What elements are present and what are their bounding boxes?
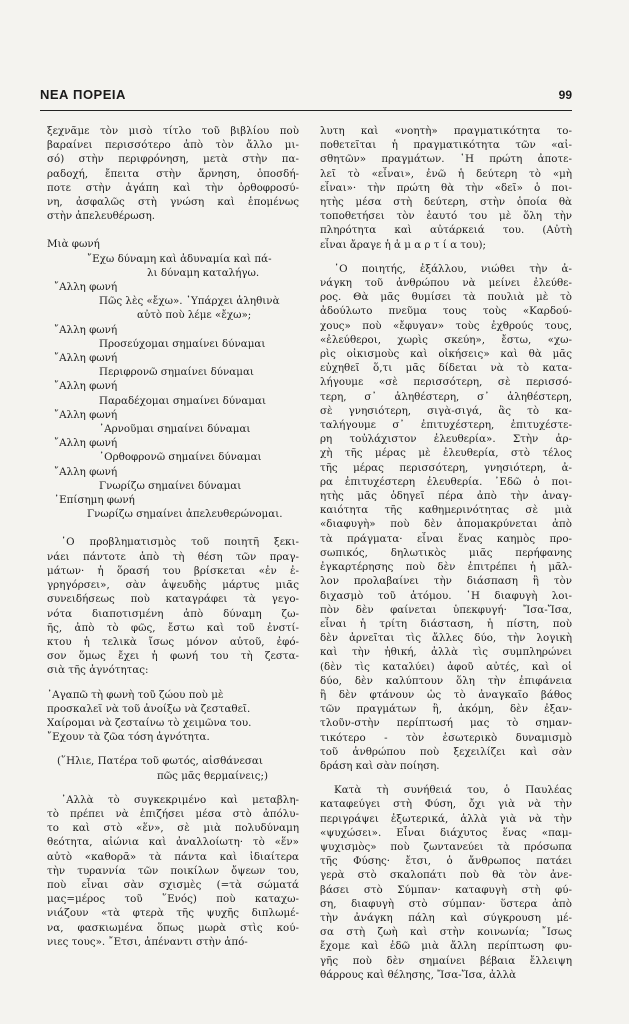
text-line: ητὴς μᾶς ὁδηγεῖ πέρα ἀπὸ τὴν ἀναγ- (320, 490, 572, 503)
text-line: τερη, σ᾿ ἀληθέστερη, σ᾿ ἀληθέστερη, (320, 390, 572, 403)
text-line: σον ὅμως ἔχει ἡ φωνή του τὴ ζεστα- (47, 650, 299, 663)
text-line: δράση καὶ σὰν ποίηση. (320, 759, 440, 772)
poem-line: ῎Αλλη φωνή (54, 465, 118, 478)
poem-line: Μιὰ φωνή (47, 238, 100, 251)
text-line: τῆς Φύσης· ἔτσι, ὁ ἄνθρωπος πατάει (320, 855, 572, 868)
text-line: κτου ἡ τελικὰ ἴσως μόνον αὐτοῦ, ἐφό- (47, 635, 299, 648)
text-line: ψυχισμὸς» ποὺ ζωντανεύει τὰ πρόσωπα (320, 840, 572, 853)
text-line: ση, διαφυγὴ στὸ σύμπαν· ὕστερα ἀπὸ (320, 897, 572, 910)
text-line: ταλήγουμε σ᾿ ἐπιτυχέστερη, ἐπιτυχέστε- (320, 419, 572, 432)
poem-line: αὐτὸ ποὺ λέμε «ἔχω»; (137, 309, 252, 322)
text-line: χὴ τῆς μέρας μὲ ἐλευθερία, στὸ τέλος (320, 447, 572, 460)
text-line: σό) στὴν περιφρόνηση, μετὰ στὴν πα- (47, 153, 299, 166)
text-line: τῶν πραγμάτων ἢ, ἀκόμη, δὲν ἐξαν- (320, 703, 572, 716)
text-line: νιες τους». ῎Ετσι, ἀπέναντι στὴν ἀπό- (47, 935, 248, 948)
header-rule (40, 110, 572, 111)
text-line: ητὴς μέσα στὴ δεύτερη, στὴν ὁποία θὰ (320, 196, 572, 209)
running-header (40, 87, 572, 102)
text-line: ξεχνᾶμε τὸν μισὸ τίτλο τοῦ βιβλίου ποὺ (47, 125, 299, 137)
text-line: «διαφυγὴ» ποὺ δὲν ἀπομακρύνεται ἀπὸ (320, 518, 572, 531)
poem-line: ῎Αλλη φωνή (54, 408, 118, 421)
text-line: βαραίνει περισσότερο ἀπὸ τὸν ἄλλο μι- (47, 139, 299, 152)
text-line: νάει πάντοτε ἀπὸ τὴ θέση τῶν πραγ- (47, 550, 299, 563)
text-line: πὸν δὲν φαίνεται ὑπεκφυγή· Ἴσα-Ἴσα, (320, 603, 572, 616)
text-line: Κατὰ τὴ συνήθειά του, ὁ Παυλέας (334, 784, 572, 797)
text-line: μάτων· ἡ ὅρασή του βρίσκεται «ἐν ἐ- (47, 564, 299, 577)
text-line: σὲ γνησιότερη, σιγὰ-σιγά, ἂς τὸ κα- (320, 404, 572, 417)
text-line: τοποθετήσει τὸν ἑαυτό του μὲ ὅλη τὴν (320, 210, 572, 223)
para-specific (47, 793, 299, 949)
text-line: γερὰ στὸ σκαλοπάτι ποὺ θὰ τὸν ἀνε- (320, 869, 572, 882)
text-line: βάσει στὸ Σύμπαν· καταφυγὴ στὴ φύ- (320, 883, 572, 896)
verse-line: (῞Ηλιε, Πατέρα τοῦ φωτός, αἰσθάνεσαι (57, 755, 263, 768)
text-line: ποὺ εἶναι σὰν σχισμὲς (=τὰ σώματά (47, 878, 299, 891)
verse-line: ᾿Αγαπῶ τὴ φωνὴ τοῦ ζώου ποὺ μὲ (47, 688, 224, 701)
para-intro (47, 124, 299, 223)
verse-quote-2 (47, 754, 299, 782)
text-line: τὴν τυραννία τῶν ποικίλων ὄψεων του, (47, 864, 299, 877)
text-line: τλοῦν-στὴν περίπτωσή μας τὸ σημαν- (320, 717, 572, 730)
text-line: καὶ τὴν ἠθική, ἀλλὰ τὶς συμπληρώνει (320, 646, 572, 659)
text-line: τὴν ἀνάγκη πάλη καὶ σύγκρουση μέ- (320, 911, 572, 924)
poem-line: Προσεύχομαι σημαίνει δύναμαι (99, 337, 266, 350)
text-line: εὐχηθεῖ ὅ,τι μᾶς δίδεται νὰ τὸ κατα- (320, 362, 572, 375)
text-line: (δὲν τὶς καταλύει) ἀφοῦ αὐτές, καὶ οἱ (320, 660, 572, 673)
text-line: ἢ δὲν φτάνουν ὡς τὸ ἀναγκαῖο βάθος (320, 688, 572, 701)
poem-line: Παραδέχομαι σημαίνει δύναμαι (99, 394, 267, 407)
text-line: νότα διαποτισμένη ἀπὸ δύναμη ζω- (47, 607, 299, 620)
text-line: «ἐλεύθεροι, χωρὶς σκεύη», ἔστω, «χω- (320, 333, 572, 346)
text-line: ῾Ο προβληματισμὸς τοῦ ποιητῆ ξεκι- (61, 536, 299, 549)
page-number: 99 (558, 88, 572, 102)
text-line: νη, ἀσφαλῶς στὴ γνώση καὶ ἑπομένως (47, 196, 299, 209)
text-line: ῆς, ἀπὸ τὸ φῶς, ἔστω καὶ τοῦ ἐνστί- (47, 621, 299, 634)
poem-line: ῎Αλλη φωνή (54, 323, 118, 336)
verse-quote-1 (47, 688, 299, 745)
text-line: σωπικός, δηλωτικὸς μιᾶς περήφανης (320, 546, 572, 559)
right-column (320, 124, 572, 982)
text-line: στὴν ἀπελευθέρωση. (47, 210, 156, 223)
text-line: λεῖ τὸ «εἶναι», ἐνῶ ἡ δεύτερη τὸ «μὴ (320, 167, 572, 180)
poem-line: ῎Εχω δύναμη καὶ ἀδυναμία καὶ πά- (87, 252, 272, 265)
text-line: συνειδήσεως ποὺ καταγράφει τὰ γεγο- (47, 593, 299, 606)
text-line: λυτη καὶ «νοητὴ» πραγματικότητα το- (320, 125, 572, 137)
poem-line: λι δύναμη καταλήγω. (147, 266, 260, 279)
text-line: εἶναι»· τὴν πρώτη θὰ τὴν «δεῖ» ὁ ποι- (320, 181, 572, 194)
text-line: γῆς ποὺ δὲν σημαίνει βέβαια ἔλλειψη (320, 954, 572, 967)
text-line: ρα ἐπιτυχέστερη ἐλευθερία. ᾿Εδῶ ὁ ποι- (320, 475, 572, 488)
text-line: λον προλαβαίνει τὴν διάσπαση ἢ τὸν (320, 575, 572, 588)
text-line: ρος. Θὰ μᾶς θυμίσει τὰ πουλιὰ μὲ τὸ (320, 291, 572, 304)
text-line: ἔχομε καὶ ἐδῶ μιὰ ἄλλη περίπτωση φυ- (320, 940, 572, 953)
poem-line: ᾿Ορθοφρονῶ σημαίνει δύναμαι (99, 451, 262, 464)
poem-line: Γνωρίζω σημαίνει ἀπελευθερώνομαι. (87, 508, 283, 521)
text-line: θεότητα, αἰώνια καὶ ἀναλλοίωτη· τὸ «ἕν» (47, 836, 299, 849)
text-line: δύο, δὲν καλύπτουν ὅλη τὴν ἐπιφάνεια (320, 674, 572, 687)
text-line: περιγράψει ἐξωτερικά, ἀλλὰ γιὰ νὰ τὴν (320, 812, 572, 825)
poem-line: ῎Αλλη φωνή (54, 380, 118, 393)
text-line: σθητῶν» πραγμάτων. ῾Η πρώτη ἀποτε- (320, 153, 572, 166)
para-reality (320, 124, 572, 252)
verse-line: Χαίρομαι νὰ ζεσταίνω τὸ χειμῶνα του. (47, 716, 252, 729)
text-line: ραδοχή, ἔπειτα στὴν ἄρνηση, ὁποσδή- (47, 167, 299, 180)
text-line: να, φασκιωμένα ὅπως μωρὰ στὶς κού- (47, 921, 299, 934)
text-line: εἶναι ἄραγε ἡ ἁ μ α ρ τ ί α του); (320, 238, 486, 251)
text-line: καιότητα τῆς καθημερινότητας σὲ μιὰ (320, 504, 572, 517)
text-line: θάρρους καὶ θέλησης, Ἴσα-Ἴσα, ἀλλὰ (320, 968, 517, 981)
text-line: ποθετεῖται ἡ πραγματικότητα τῶν «αἰ- (320, 139, 572, 152)
text-line: καταφεύγει στὴ Φύση, ὄχι γιὰ νὰ τὴν (320, 798, 572, 811)
text-line: πληρότητα καὶ αὐτάρκειά του. (Αὐτὴ (320, 224, 572, 237)
text-line: τοῦ ἀνθρώπου ποὺ ξεχειλίζει καὶ σὰν (320, 745, 572, 758)
text-line: τικότερο - τὸν ἐσωτερικὸ δυναμισμὸ (320, 731, 572, 744)
para-poet (320, 262, 572, 773)
text-line: εἶναι ἡ τρίτη διάσταση, ἡ πίστη, ποὺ (320, 617, 572, 630)
text-line: ἐγκαρτέρησης ποὺ δὲν ἐπιτρέπει ἡ μᾶλ- (320, 561, 572, 574)
text-line: σιὰ τῆς ἀγνότητας: (47, 664, 149, 677)
text-line: «ψυχώσει». Εἶναι διάχυτος ἕνας «παμ- (320, 826, 572, 839)
text-line: ρη τοὐλάχιστον ἐλευθερία». Στὴν ἀρ- (320, 433, 572, 446)
poem-line: ᾿Αρνοῦμαι σημαίνει δύναμαι (99, 423, 251, 436)
text-line: γρηγόρσει», σὰν ἀψευδὴς μάρτυς μιᾶς (47, 579, 299, 592)
poem-line: ῎Αλλη φωνή (54, 352, 118, 365)
verse-line: προσκαλεῖ νὰ τοῦ ἀνοίξω νὰ ζεσταθεῖ. (47, 702, 251, 715)
poem-line: ᾿Επίσημη φωνή (54, 494, 135, 507)
poem-line: Γνωρίζω σημαίνει δύναμαι (99, 479, 242, 492)
poem-voices (47, 237, 299, 521)
text-line: νάγκη τοῦ ἀνθρώπου νὰ μείνει ἐλεύθε- (320, 277, 572, 290)
running-title: ΝΕΑ ΠΟΡΕΙΑ (40, 87, 126, 102)
text-line: ᾿Αλλὰ τὸ συγκεκριμένο καὶ μεταβλη- (61, 793, 299, 806)
text-line: δὲν ἀρνεῖται τὶς ἄλλες δύο, τὴν λογικὴ (320, 632, 572, 645)
text-line: ἀδούλωτο πνεῦμα τους τοὺς «Καρδού- (320, 305, 572, 318)
text-line: ποτε στὴν ἀγάπη καὶ τὴν ὀρθοφροσύ- (47, 181, 299, 194)
poem-line: Περιφρονῶ σημαίνει δύναμαι (99, 366, 254, 379)
text-line: χους» ποὺ «ἔφυγαν» τοὺς ἐχθρούς τους, (320, 319, 572, 332)
text-line: τῆς μέρας περισσότερη, γνησιότερη, ἀ- (320, 461, 572, 474)
left-column (47, 124, 299, 949)
para-paulea (320, 783, 572, 982)
text-line: νιάζουν «τὰ φτερὰ τῆς ψυχῆς διπλωμέ- (47, 907, 299, 920)
text-line: το καὶ στὸ «ἕν», σὲ μιὰ πολυδύναμη (47, 822, 299, 835)
text-line: τὸ πρέπει νὰ ἐπιζήσει μέσα στὸ ἀπόλυ- (47, 807, 299, 820)
text-line: ρὶς οἰκισμοὺς καὶ οἰκήσεις» καὶ θὰ μᾶς (320, 348, 572, 361)
poem-line: ῎Αλλη φωνή (54, 281, 118, 294)
poem-line: ῎Αλλη φωνή (54, 437, 118, 450)
text-line: αὐτὸ «καθορᾶ» τὰ πάντα καὶ ἰδιαίτερα (47, 850, 299, 863)
text-line: μας=μέρος τοῦ ῞Ενός) ποὺ καταχω- (47, 893, 299, 906)
text-line: ῾Ο ποιητής, ἐξάλλου, νιώθει τὴν ἀ- (334, 262, 572, 275)
text-line: λήγουμε «σὲ περισσότερη, σὲ περισσό- (320, 376, 572, 389)
text-line: τὰ πράγματα· εἶναι ἕνας καημὸς προ- (320, 532, 572, 545)
text-line: διχασμὸ τοῦ ἀτόμου. ῾Η διαφυγὴ λοι- (320, 589, 572, 602)
verse-line: πῶς μᾶς θερμαίνεις;) (157, 769, 269, 782)
text-line: σα στὴ ζωὴ καὶ στὴν κοινωνία; ῎Ισως (320, 926, 572, 939)
poem-line: Πῶς λὲς «ἔχω». ῾Υπάρχει ἀληθινὰ (99, 295, 280, 308)
para-problem (47, 535, 299, 677)
verse-line: ῎Εχουν τὰ ζῶα τόση ἀγνότητα. (47, 731, 210, 744)
